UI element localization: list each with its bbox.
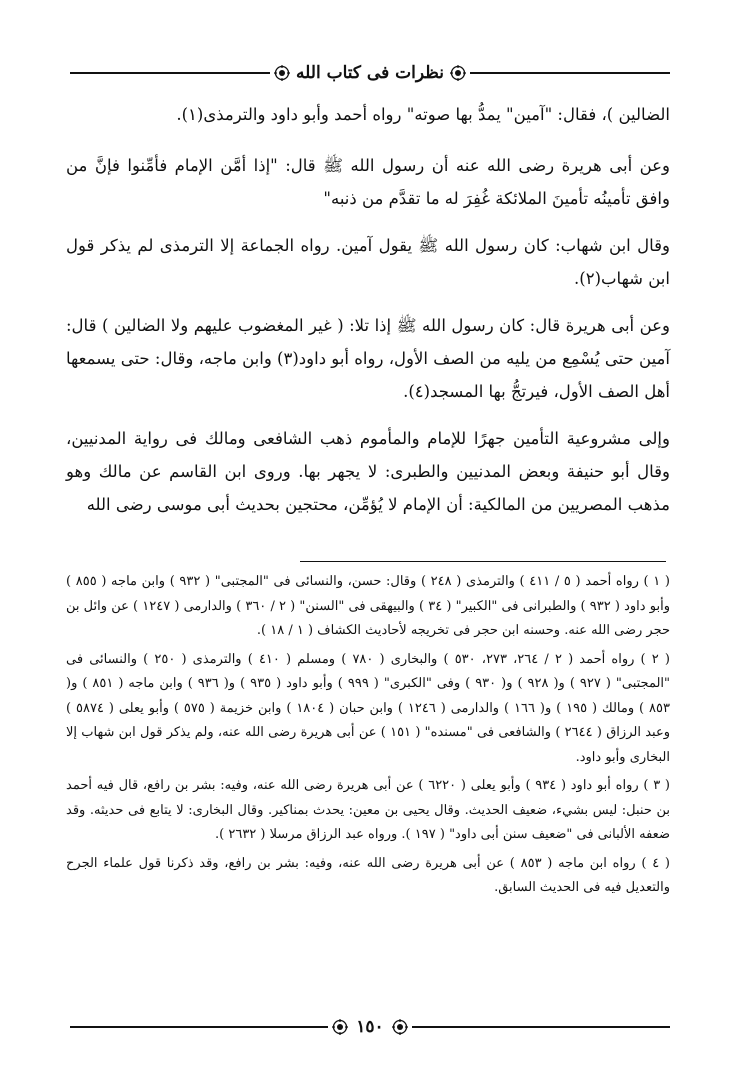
rosette-ornament-icon	[332, 1019, 348, 1035]
footer-rule-left	[70, 1026, 328, 1028]
footnote: ( ٢ ) رواه أحمد ( ٢ / ٢٦٤، ٢٧٣، ٥٣٠ ) والبخارى ( ٧٨٠ ) ومسلم ( ٤١٠ ) والترمذى ( ٢٥٠ ) والنسائى فى "المجتبى" ( ٩٢٧ ) و( ٩٢٨ ) و( ٩٣٠ ) وفى "الكبرى" ( ٩٩٩ ) وأبو داود ( ٩٣٥ ) و( ٩٣٦ ) وابن ماجه ( ٨٥١ ) و( ٨٥٣ ) ومالك ( ١٩٥ ) و( ١٦٦ ) والدارمى ( ١٢٤٦ ) وابن حبان ( ١٨٠٤ ) وابن خزيمة ( ٥٧٥ ) وأبو يعلى ( ٥٨٧٤ ) وعبد الرزاق ( ٢٦٤٤ ) والشافعى فى "مسنده" ( ١٥١ ) عن أبى هريرة رضى الله عنه، ولم يذكر قول ابن شهاب إلا البخارى وأبو داود.	[66, 651, 671, 765]
header-rule-right	[470, 72, 670, 74]
footnote: ( ١ ) رواه أحمد ( ٥ / ٤١١ ) والترمذى ( ٢٤٨ ) وقال: حسن، والنسائى فى "المجتبى" ( ٩٣٢ ) وابن ماجه ( ٨٥٥ ) وأبو داود ( ٩٣٢ ) والطبرانى فى "الكبير" ( ٣٤ ) والبيهقى فى "السنن" ( ٢ / ٣٦٠ ) والدارمى ( ١٢٤٧ ) عن وائل بن حجر رضى الله عنه. وحسنه ابن حجر فى تخريجه لأحاديث الكشاف ( ١ / ١٨ ).	[66, 574, 670, 638]
rosette-ornament-icon	[274, 65, 290, 81]
footnote: ( ٤ ) رواه ابن ماجه ( ٨٥٣ ) عن أبى هريرة رضى الله عنه، وفيه: بشر بن رافع، وقد ذكرنا قول علماء الجرح والتعديل فيه فى الحديث السابق.	[66, 855, 670, 895]
page-footer	[70, 1014, 670, 1040]
page-number: ١٥٠	[356, 1017, 384, 1037]
running-header	[70, 58, 670, 88]
footnotes	[66, 570, 670, 905]
paragraph: الضالين )، فقال: "آمين" يمدُّ بها صوته" رواه أحمد وأبو داود والترمذى(١).	[176, 105, 670, 124]
paragraph: وعن أبى هريرة رضى الله عنه أن رسول الله ﷺ قال: "إذا أمَّن الإمام فأمِّنوا فإنَّ من وافق تأمينُه تأمينَ الملائكة غُفِرَ له ما تقدَّم من ذنبه"	[66, 156, 670, 208]
running-header-title: نظرات فى كتاب الله	[296, 63, 444, 83]
paragraph: وإلى مشروعية التأمين جهرًا للإمام والمأموم ذهب الشافعى ومالك فى رواية المدنيين، وقال أبو حنيفة وبعض المدنيين والطبرى: لا يجهر بها. وروى ابن القاسم عن مالك وهو مذهب المصريين من المالكية: أن الإمام لا يُؤمِّن، محتجين بحديث أبى موسى رضى الله	[66, 429, 670, 514]
footnote: ( ٣ ) رواه أبو داود ( ٩٣٤ ) وأبو يعلى ( ٦٢٢٠ ) عن أبى هريرة رضى الله عنه، وفيه: بشر بن رافع، قال فيه أحمد بن حنبل: ليس بشيء، ضعيف الحديث. وقال يحيى بن معين: يحدث بمناكير. وقال البخارى: لا يتابع فى حديثه. وقد ضعفه الألبانى فى "ضعيف سنن أبى داود" ( ١٩٧ ). ورواه عبد الرزاق مرسلا ( ٢٦٣٢ ).	[66, 778, 670, 842]
footnote-separator	[300, 561, 666, 562]
paragraph: وعن أبى هريرة قال: كان رسول الله ﷺ إذا تلا: ( غير المغضوب عليهم ولا الضالين ) قال: آمين حتى يُسْمِع من يليه من الصف الأول، رواه أبو داود(٣) وابن ماجه، وقال: حتى يسمعها أهل الصف الأول، فيرتجُّ بها المسجد(٤).	[66, 316, 670, 401]
footer-rule-right	[412, 1026, 670, 1028]
header-rule-left	[70, 72, 270, 74]
rosette-ornament-icon	[450, 65, 466, 81]
rosette-ornament-icon	[392, 1019, 408, 1035]
paragraph: وقال ابن شهاب: كان رسول الله ﷺ يقول آمين. رواه الجماعة إلا الترمذى لم يذكر قول ابن شهاب(٢).	[66, 236, 670, 288]
main-text	[66, 98, 670, 535]
